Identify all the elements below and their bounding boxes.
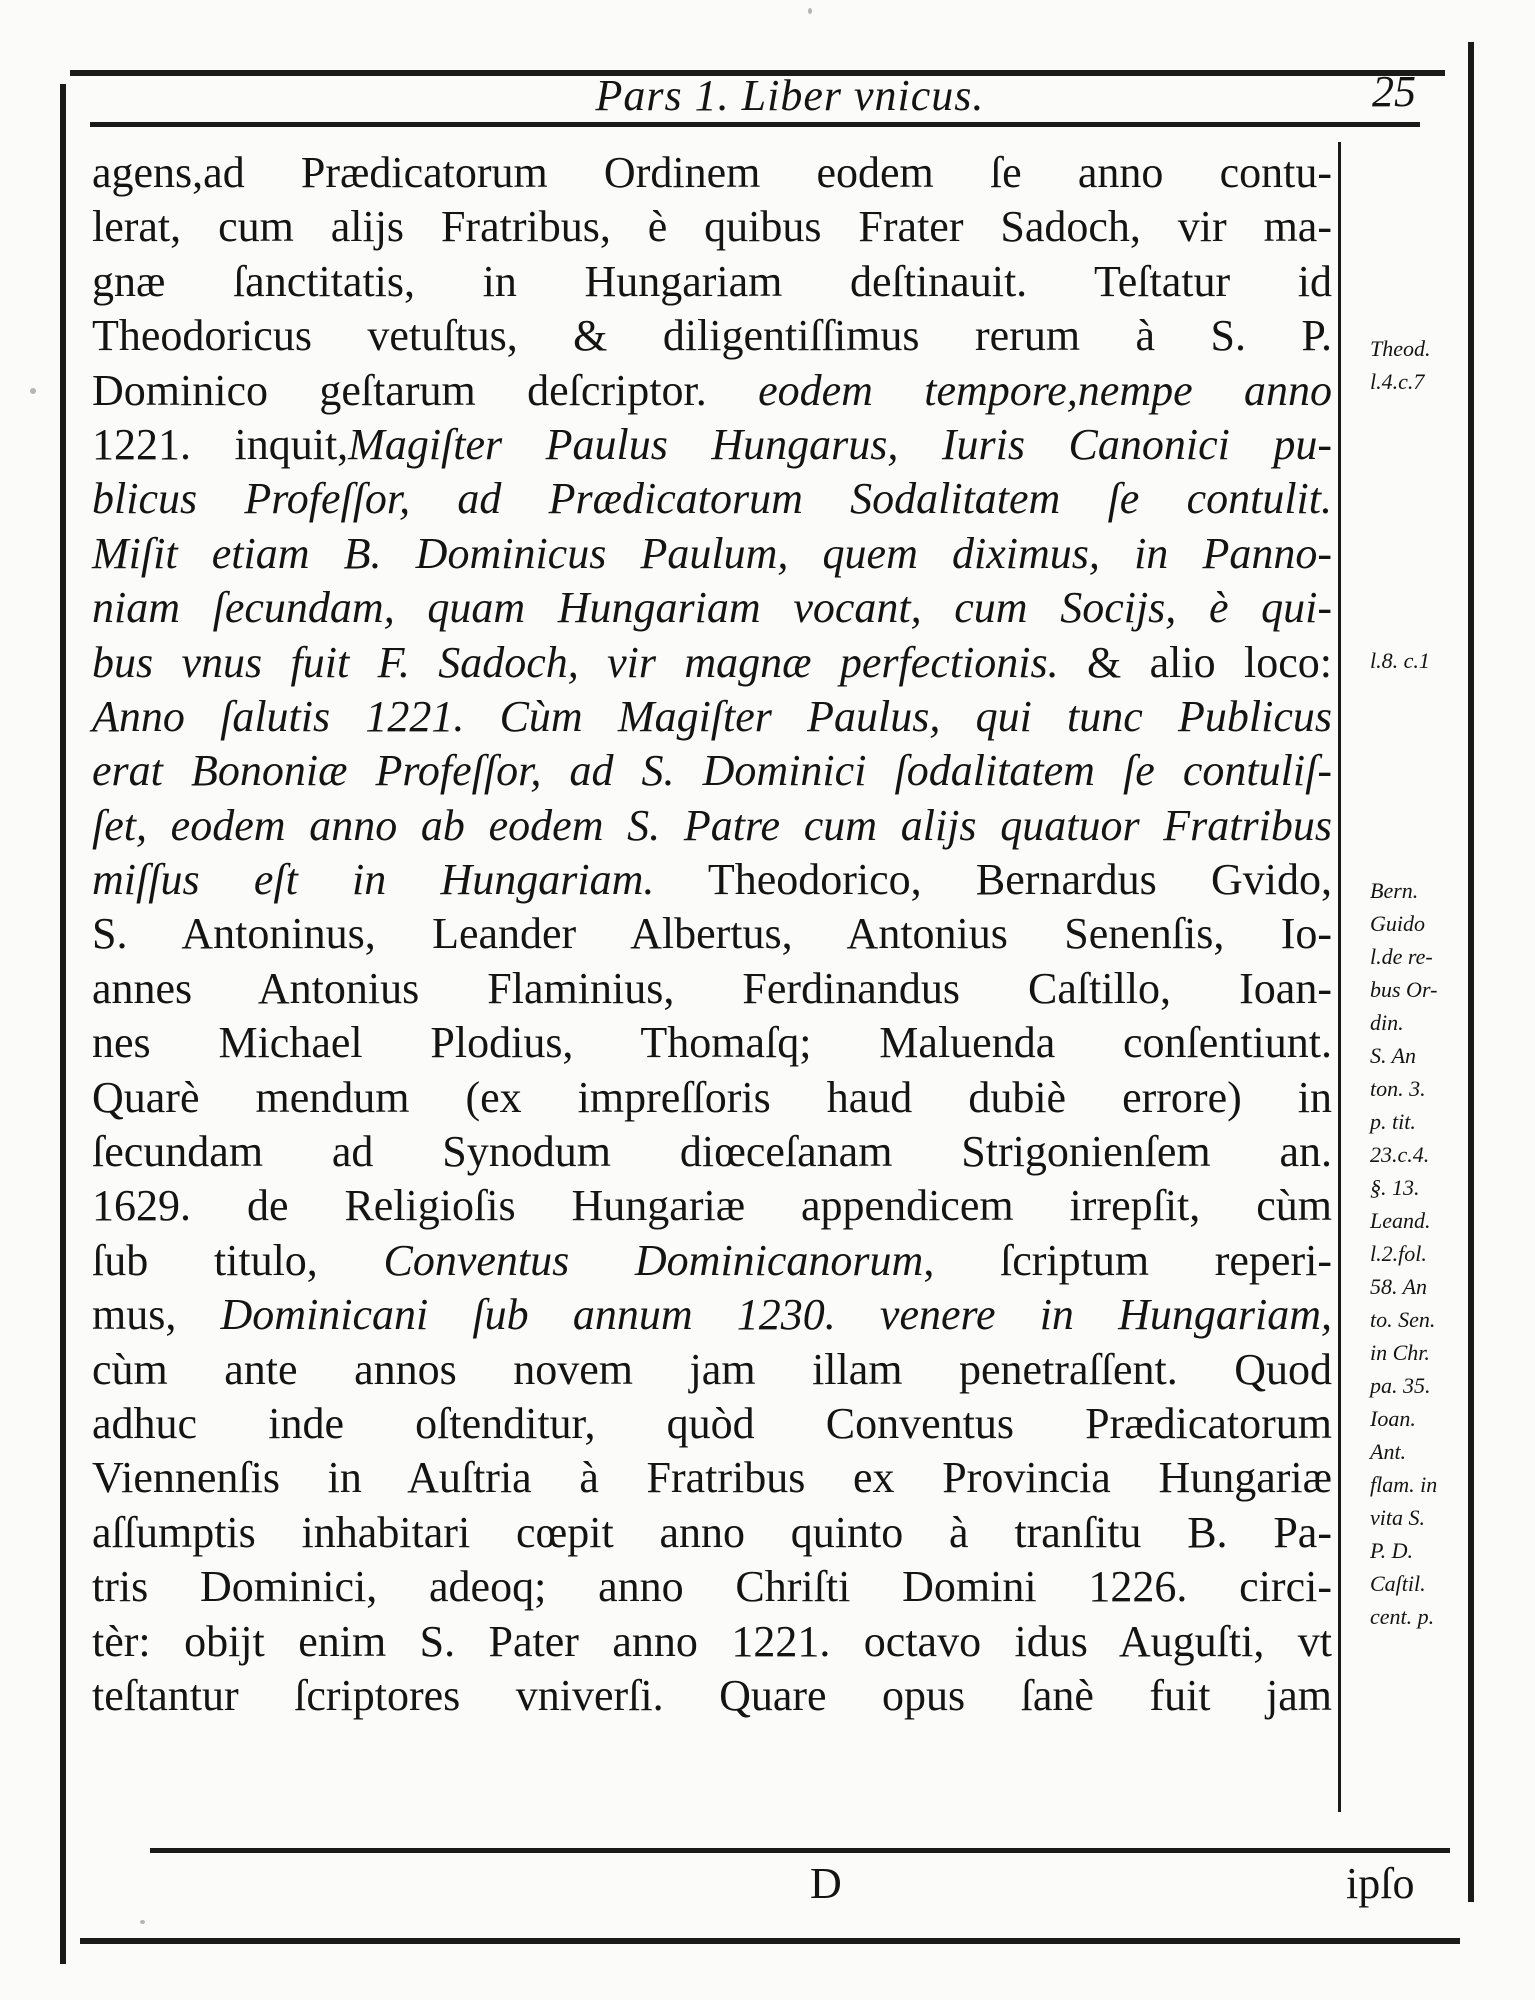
italic-quotation: Conventus Dominicanorum xyxy=(383,1235,924,1285)
text-line xyxy=(92,255,1332,309)
italic-quotation: Dominicani ſub annum 1230. venere in Hungariam, xyxy=(220,1290,1332,1340)
text-line xyxy=(92,309,1332,363)
italic-quotation: niam ſecundam, quam Hungariam vocant, cum Socijs, è qui- xyxy=(92,583,1332,633)
foot-rule xyxy=(80,1938,1460,1944)
italic-quotation: Miſit etiam B. Dominicus Paulum, quem diximus, in Panno- xyxy=(92,528,1332,578)
text-run: tris Dominici, adeoq; anno Chriſti Domini 1226. circi- xyxy=(92,1562,1332,1612)
running-title: Pars 1. Liber vnicus. xyxy=(595,71,985,120)
margin-note-line: S. An xyxy=(1370,1043,1417,1068)
italic-quotation: ſet, eodem anno ab eodem S. Patre cum alijs quatuor Fratribus xyxy=(92,800,1332,850)
text-run: ſub titulo, xyxy=(92,1235,384,1285)
body-text xyxy=(92,146,1332,1723)
margin-note-line: Ioan. xyxy=(1370,1406,1416,1431)
text-run: gnæ ſanctitatis, in Hungariam deſtinauit. Teſtatur id xyxy=(92,256,1332,306)
text-run: Theodorico, Bernardus Gvido, xyxy=(654,855,1332,905)
text-run: aſſumptis inhabitari cœpit anno quinto à tranſitu B. Pa- xyxy=(92,1507,1332,1557)
italic-quotation: Anno ſalutis 1221. Cùm Magiſter Paulus, qui tunc Publicus xyxy=(92,691,1332,741)
text-run: mus, xyxy=(92,1290,221,1340)
text-line xyxy=(92,1397,1332,1451)
text-line xyxy=(92,1615,1332,1669)
text-run: teſtantur ſcriptores vniverſi. Quare opus ſanè fuit jam xyxy=(92,1670,1332,1720)
text-line xyxy=(92,799,1332,853)
text-line xyxy=(92,418,1332,472)
margin-note-line: din. xyxy=(1370,1010,1404,1035)
signature-mark: D xyxy=(810,1859,842,1908)
text-line xyxy=(92,853,1332,907)
margin-note-line: Caſtil. xyxy=(1370,1571,1426,1596)
margin-note-line: pa. 35. xyxy=(1370,1373,1431,1398)
margin-note-line: p. tit. xyxy=(1370,1109,1416,1134)
header-rule xyxy=(90,122,1420,127)
right-frame-rule xyxy=(1468,42,1474,1902)
print-speck xyxy=(140,1920,145,1924)
italic-quotation: bus vnus fuit F. Sadoch, vir magnæ perfectionis. xyxy=(92,637,1059,687)
margin-note-line: Ant. xyxy=(1370,1439,1407,1464)
margin-note-line: bus Or- xyxy=(1370,977,1438,1002)
text-run: Viennenſis in Auſtria à Fratribus ex Provincia Hungariæ xyxy=(92,1453,1332,1503)
text-line xyxy=(92,636,1332,690)
italic-quotation: blicus Profeſſor, ad Prædicatorum Sodalitatem ſe contulit. xyxy=(92,474,1332,524)
text-line xyxy=(92,1343,1332,1397)
text-run: Theodoricus vetuſtus, & diligentiſſimus rerum à S. P. xyxy=(92,311,1332,361)
left-frame-rule xyxy=(60,84,66,1964)
italic-quotation: eodem tempore,nempe anno xyxy=(758,365,1332,415)
margin-note xyxy=(1370,332,1431,398)
text-run: adhuc inde oſtenditur, quòd Conventus Prædicatorum xyxy=(92,1398,1332,1448)
margin-note-line: l.de re- xyxy=(1370,944,1433,969)
text-line xyxy=(92,907,1332,961)
margin-note-line: Leand. xyxy=(1370,1208,1431,1233)
margin-note-line: cent. p. xyxy=(1370,1604,1435,1629)
italic-quotation: erat Bononiæ Profeſſor, ad S. Dominici ſodalitatem ſe contuliſ- xyxy=(92,746,1332,796)
text-run: S. Antoninus, Leander Albertus, Antonius Senenſis, Io- xyxy=(92,909,1332,959)
text-line xyxy=(92,200,1332,254)
text-line xyxy=(92,962,1332,1016)
margin-note-line: Guido xyxy=(1370,911,1425,936)
margin-note-line: flam. in xyxy=(1370,1472,1438,1497)
text-run: agens,ad Prædicatorum Ordinem eodem ſe anno contu- xyxy=(92,148,1332,197)
text-line xyxy=(92,690,1332,744)
text-line xyxy=(92,364,1332,418)
text-line xyxy=(92,146,1332,200)
text-run: & alio loco: xyxy=(1058,637,1332,687)
margin-note-line: l.4.c.7 xyxy=(1370,369,1425,394)
text-run: nes Michael Plodius, Thomaſq; Maluenda conſentiunt. xyxy=(92,1018,1332,1068)
margin-note-line: to. Sen. xyxy=(1370,1307,1436,1332)
text-run: lerat, cum alijs Fratribus, è quibus Frater Sadoch, vir ma- xyxy=(92,202,1332,252)
margin-note xyxy=(1370,874,1437,1633)
text-run: cùm ante annos novem jam illam penetraſſent. Quod xyxy=(92,1344,1332,1394)
margin-note-line: Bern. xyxy=(1370,878,1419,903)
text-line xyxy=(92,472,1332,526)
text-line xyxy=(92,527,1332,581)
page-number: 25 xyxy=(1372,67,1416,116)
margin-note-line: l.2.fol. xyxy=(1370,1241,1427,1266)
text-line xyxy=(92,1560,1332,1614)
margin-note-line: in Chr. xyxy=(1370,1340,1430,1365)
text-line xyxy=(92,1071,1332,1125)
print-speck xyxy=(808,8,812,14)
margin-note-line: vita S. xyxy=(1370,1505,1425,1530)
text-line xyxy=(92,581,1332,635)
text-line xyxy=(92,1288,1332,1342)
text-run: Dominico geſtarum deſcriptor. xyxy=(92,365,759,415)
bottom-rule xyxy=(150,1848,1450,1853)
margin-note-line: 23.c.4. xyxy=(1370,1142,1430,1167)
text-run: 1629. de Religioſis Hungariæ appendicem irrepſit, cùm xyxy=(92,1181,1332,1231)
margin-note-line: 58. An xyxy=(1370,1274,1428,1299)
text-run: annes Antonius Flaminius, Ferdinandus Caſtillo, Ioan- xyxy=(92,963,1332,1013)
text-line xyxy=(92,1506,1332,1560)
margin-note-line: Theod. xyxy=(1370,336,1431,361)
text-line xyxy=(92,744,1332,798)
margin-note-line: ton. 3. xyxy=(1370,1076,1426,1101)
text-run: 1221. inquit, xyxy=(92,419,349,469)
text-run: ſecundam ad Synodum diœceſanam Strigonienſem an. xyxy=(92,1127,1332,1177)
text-line xyxy=(92,1451,1332,1505)
text-run: , ſcriptum reperi- xyxy=(923,1235,1332,1285)
margin-divider-rule xyxy=(1338,142,1341,1812)
margin-note xyxy=(1370,644,1430,677)
text-line xyxy=(92,1179,1332,1233)
print-speck xyxy=(30,388,36,394)
margin-note-line: P. D. xyxy=(1370,1538,1413,1563)
text-run: Quarè mendum (ex impreſſoris haud dubiè errore) in xyxy=(92,1072,1332,1122)
text-line xyxy=(92,1016,1332,1070)
catchword: ipſo xyxy=(1346,1859,1415,1908)
text-line xyxy=(92,1669,1332,1723)
text-run: tèr: obijt enim S. Pater anno 1221. octavo idus Auguſti, vt xyxy=(92,1616,1332,1666)
italic-quotation: miſſus eſt in Hungariam. xyxy=(92,855,655,905)
text-line xyxy=(92,1125,1332,1179)
text-line xyxy=(92,1234,1332,1288)
margin-note-line: l.8. c.1 xyxy=(1370,648,1430,673)
italic-quotation: Magiſter Paulus Hungarus, Iuris Canonici pu- xyxy=(348,419,1332,469)
margin-note-line: §. 13. xyxy=(1370,1175,1420,1200)
